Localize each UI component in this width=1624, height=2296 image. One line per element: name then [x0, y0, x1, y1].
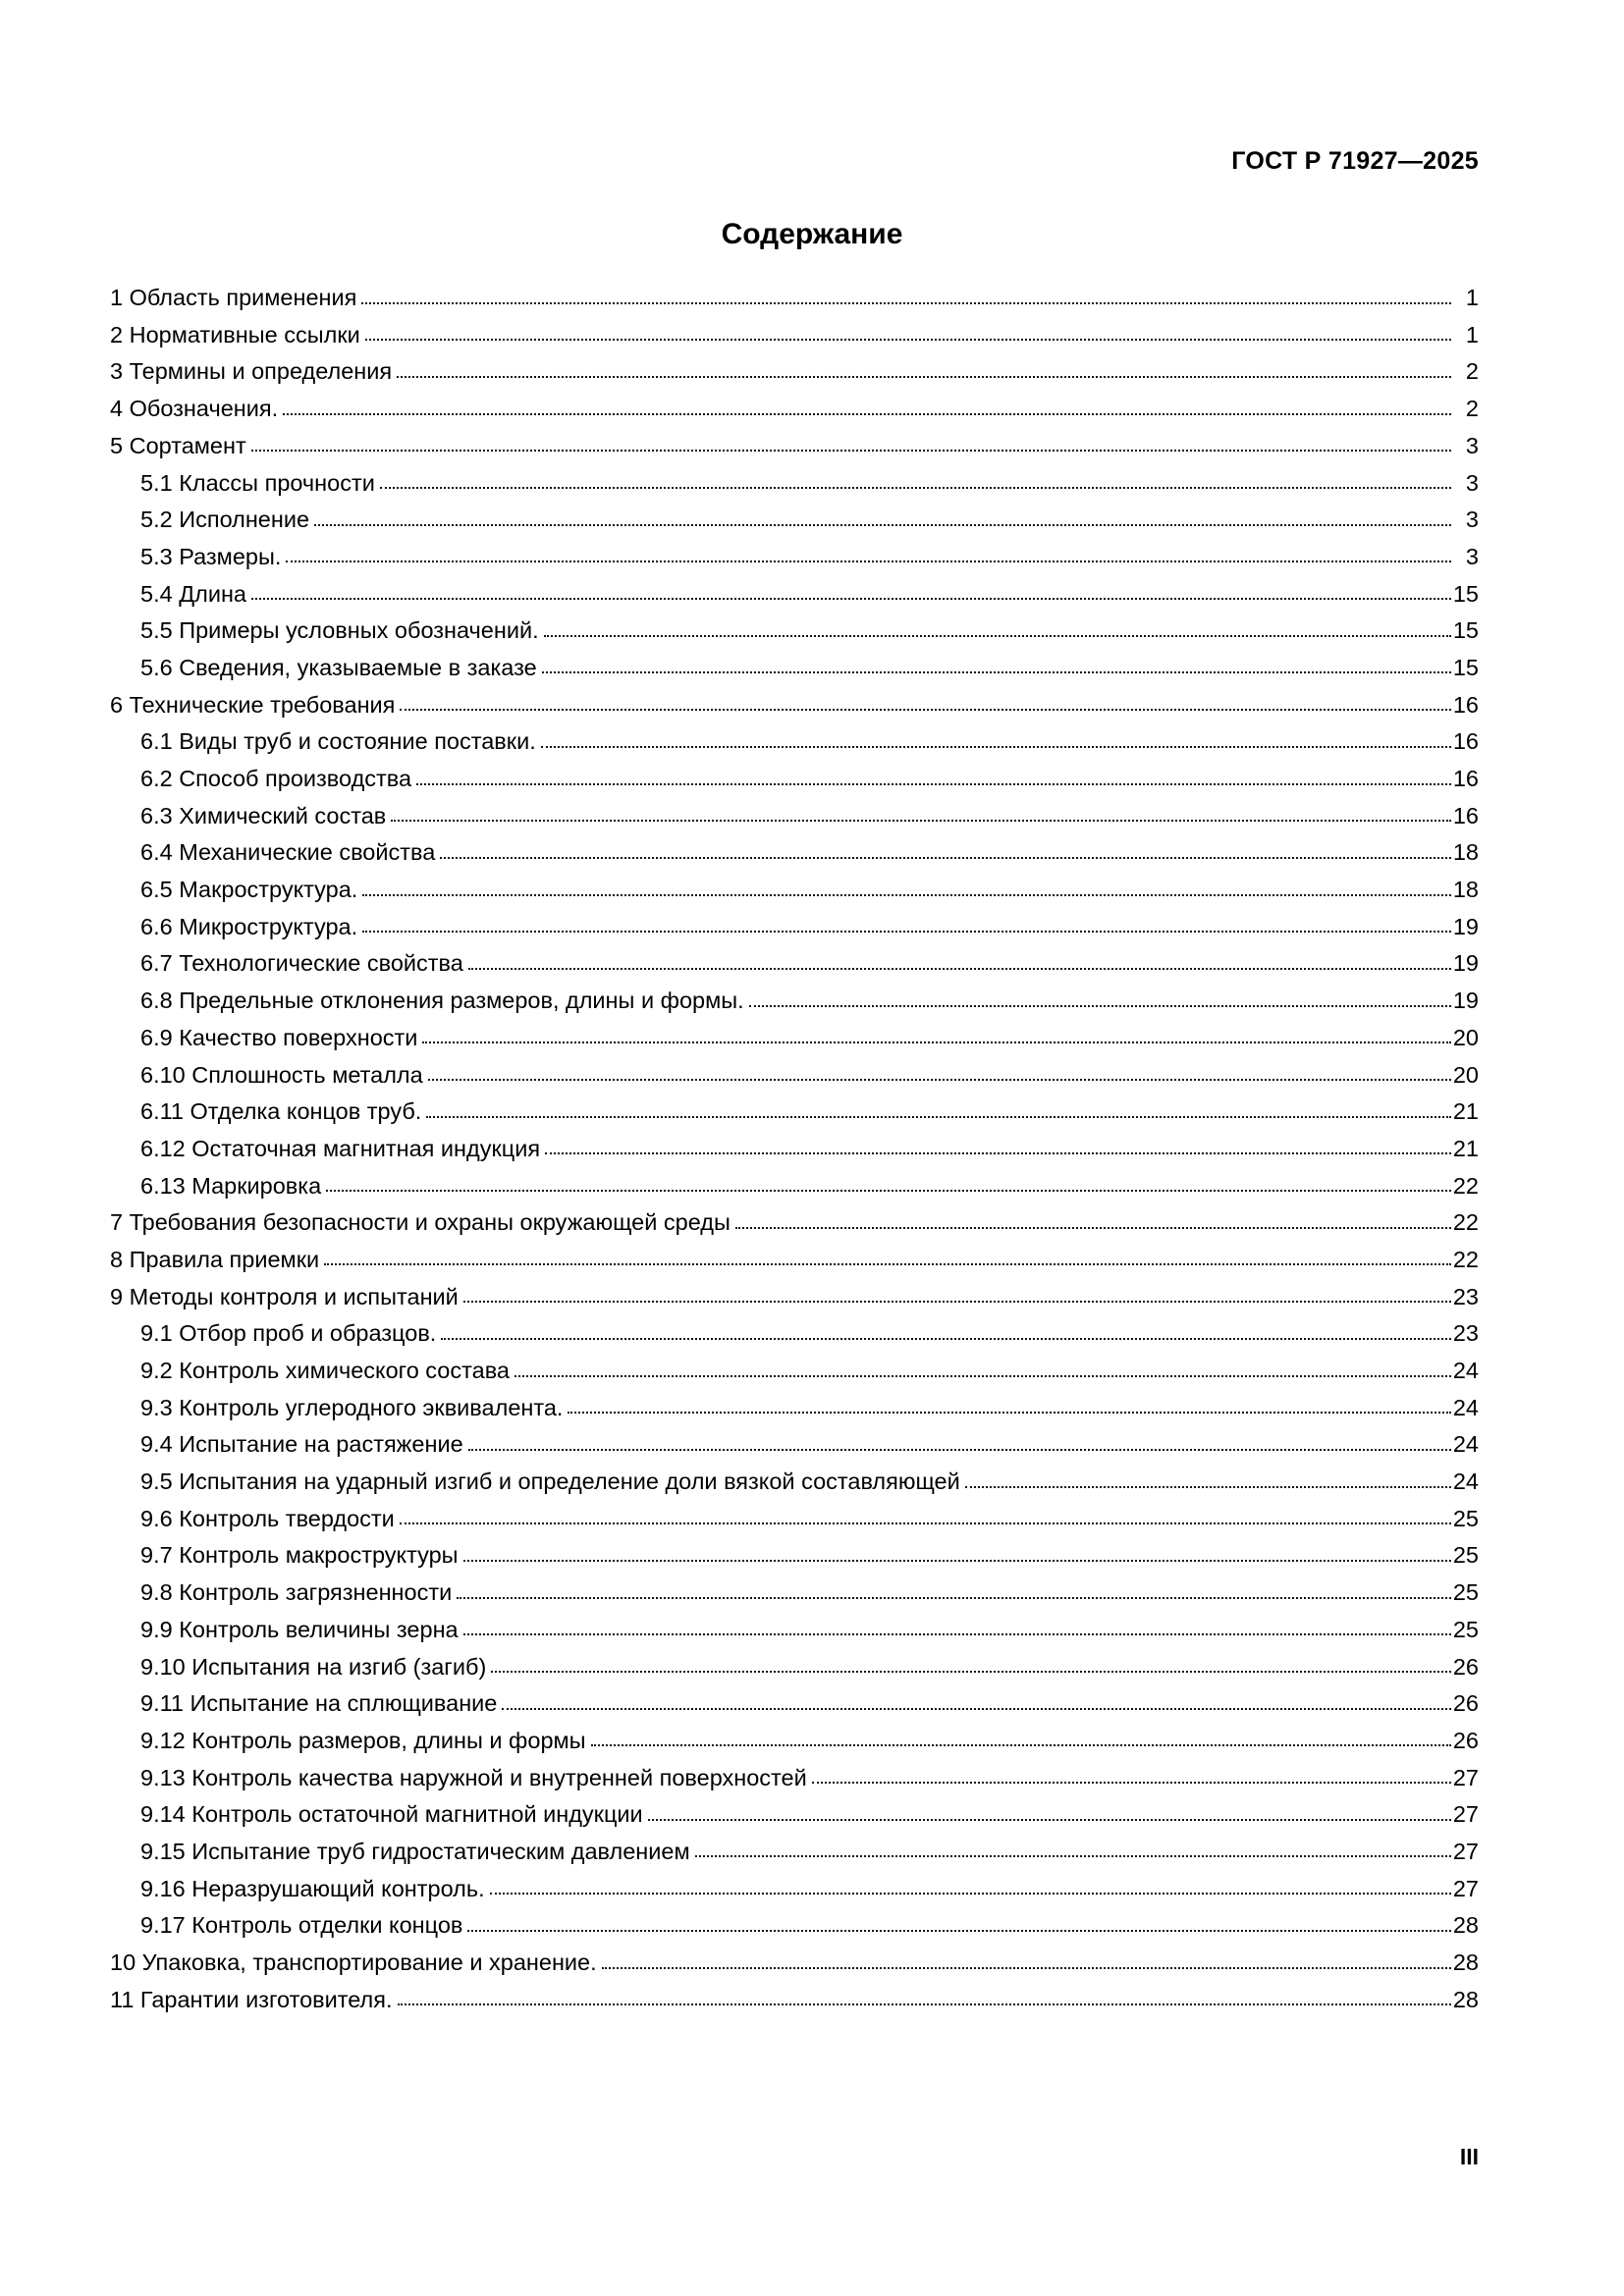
toc-leader-dots — [648, 1818, 1451, 1821]
toc-entry-page-number: 24 — [1452, 1394, 1479, 1420]
toc-leader-dots — [416, 782, 1451, 785]
toc-entry-page-number: 16 — [1452, 766, 1479, 792]
toc-entry-page-number: 22 — [1452, 1246, 1479, 1272]
toc-entry-page-number: 26 — [1452, 1653, 1479, 1680]
toc-entry-label: 9.3 Контроль углеродного эквивалента. — [140, 1394, 564, 1420]
toc-entry-page-number: 28 — [1452, 1912, 1479, 1939]
toc-leader-dots — [463, 1632, 1451, 1635]
toc-entry-label: 9.15 Испытание труб гидростатическим давлением — [140, 1838, 690, 1864]
toc-entry-page-number: 28 — [1452, 1986, 1479, 2012]
toc-entry[interactable] — [110, 353, 1479, 391]
toc-entry[interactable] — [110, 723, 1479, 761]
toc-entry-label: 6.8 Предельные отклонения размеров, длины и формы. — [140, 988, 744, 1014]
page-title: Содержание — [721, 218, 903, 250]
toc-leader-dots — [602, 1966, 1451, 1969]
toc-entry[interactable] — [110, 576, 1479, 614]
toc-entry-page-number: 25 — [1452, 1505, 1479, 1531]
toc-entry-label: 9.1 Отбор проб и образцов. — [140, 1320, 437, 1347]
toc-entry-page-number: 19 — [1452, 988, 1479, 1014]
toc-entry-page-number: 20 — [1452, 1061, 1479, 1088]
toc-entry[interactable] — [110, 945, 1479, 983]
toc-entry[interactable] — [110, 1723, 1479, 1760]
toc-entry-label: 6.13 Маркировка — [140, 1172, 322, 1199]
toc-entry[interactable] — [110, 1612, 1479, 1649]
toc-leader-dots — [467, 1929, 1450, 1932]
toc-leader-dots — [463, 1300, 1451, 1303]
toc-leader-dots — [426, 1115, 1451, 1118]
toc-leader-dots — [695, 1854, 1451, 1857]
toc-leader-dots — [542, 670, 1451, 673]
toc-entry-page-number: 22 — [1452, 1172, 1479, 1199]
toc-entry[interactable] — [110, 872, 1479, 909]
toc-entry[interactable] — [110, 1131, 1479, 1168]
toc-entry-page-number: 20 — [1452, 1024, 1479, 1050]
toc-leader-dots — [362, 930, 1451, 933]
toc-entry-label: 9.13 Контроль качества наружной и внутренней поверхностей — [140, 1764, 807, 1790]
toc-entry-label: 9.7 Контроль макроструктуры — [140, 1542, 459, 1569]
toc-entry[interactable] — [110, 1279, 1479, 1316]
toc-entry-page-number: 19 — [1452, 913, 1479, 939]
toc-entry-label: 6.2 Способ производства — [140, 766, 412, 792]
toc-entry[interactable] — [110, 1094, 1479, 1131]
toc-entry-label: 6.4 Механические свойства — [140, 839, 436, 866]
toc-entry-label: 6.5 Макроструктура. — [140, 877, 358, 903]
toc-entry[interactable] — [110, 1426, 1479, 1464]
toc-entry-page-number: 25 — [1452, 1616, 1479, 1642]
toc-leader-dots — [365, 338, 1451, 341]
toc-entry[interactable] — [110, 1464, 1479, 1501]
toc-entry-page-number: 27 — [1452, 1801, 1479, 1828]
toc-entry[interactable] — [110, 1871, 1479, 1908]
toc-entry-page-number: 26 — [1452, 1690, 1479, 1717]
toc-entry-label: 8 Правила приемки — [110, 1246, 320, 1272]
toc-entry[interactable] — [110, 391, 1479, 428]
toc-entry[interactable] — [110, 1390, 1479, 1427]
toc-leader-dots — [514, 1374, 1451, 1377]
toc-leader-dots — [568, 1411, 1450, 1414]
toc-entry-label: 9.12 Контроль размеров, длины и формы — [140, 1727, 586, 1753]
toc-entry-label: 9.2 Контроль химического состава — [140, 1358, 510, 1384]
toc-leader-dots — [314, 523, 1451, 526]
toc-entry[interactable] — [110, 1648, 1479, 1685]
toc-entry-label: 9 Методы контроля и испытаний — [110, 1283, 459, 1309]
toc-entry-label: 9.16 Неразрушающий контроль. — [140, 1875, 485, 1901]
toc-entry-label: 10 Упаковка, транспортирование и хранение. — [110, 1949, 597, 1976]
toc-entry-label: 4 Обозначения. — [110, 396, 279, 422]
toc-entry-label: 9.6 Контроль твердости — [140, 1505, 395, 1531]
toc-leader-dots — [251, 449, 1451, 452]
toc-entry[interactable] — [110, 1501, 1479, 1538]
toc-leader-dots — [457, 1596, 1451, 1599]
toc-entry-page-number: 3 — [1465, 432, 1479, 458]
toc-entry-page-number: 18 — [1452, 877, 1479, 903]
toc-leader-dots — [422, 1041, 1450, 1043]
toc-leader-dots — [440, 856, 1451, 859]
toc-entry-page-number: 15 — [1452, 580, 1479, 607]
toc-entry[interactable] — [110, 1168, 1479, 1205]
toc-entry-page-number: 2 — [1465, 358, 1479, 385]
toc-entry[interactable] — [110, 1575, 1479, 1612]
toc-entry[interactable] — [110, 1945, 1479, 1982]
toc-entry-page-number: 3 — [1465, 543, 1479, 569]
toc-entry-label: 6 Технические требования — [110, 691, 396, 718]
toc-leader-dots — [965, 1485, 1451, 1488]
toc-entry-label: 9.5 Испытания на ударный изгиб и определение доли вязкой составляющей — [140, 1468, 960, 1495]
page-header-standard-id: ГОСТ Р 71927—2025 — [1231, 147, 1479, 175]
toc-entry-label: 5 Сортамент — [110, 432, 246, 458]
toc-leader-dots — [398, 2002, 1451, 2005]
toc-entry-label: 6.7 Технологические свойства — [140, 950, 463, 977]
toc-leader-dots — [428, 1078, 1451, 1081]
toc-leader-dots — [326, 1189, 1451, 1192]
toc-entry-page-number: 24 — [1452, 1431, 1479, 1458]
toc-entry-page-number: 21 — [1452, 1135, 1479, 1161]
toc-leader-dots — [380, 486, 1451, 489]
toc-leader-dots — [749, 1004, 1451, 1007]
toc-entry-label: 6.11 Отделка концов труб. — [140, 1098, 422, 1125]
toc-entry[interactable] — [110, 761, 1479, 798]
toc-leader-dots — [490, 1892, 1451, 1895]
toc-leader-dots — [468, 1448, 1451, 1451]
toc-leader-dots — [391, 819, 1451, 822]
toc-entry[interactable] — [110, 1982, 1479, 2019]
toc-entry-label: 6.3 Химический состав — [140, 802, 387, 828]
toc-entry-label: 9.14 Контроль остаточной магнитной индукции — [140, 1801, 643, 1828]
toc-leader-dots — [362, 893, 1451, 896]
toc-entry-page-number: 24 — [1452, 1358, 1479, 1384]
toc-entry-page-number: 28 — [1452, 1949, 1479, 1976]
toc-entry-page-number: 1 — [1465, 285, 1479, 311]
toc-entry-page-number: 23 — [1452, 1320, 1479, 1347]
toc-entry[interactable] — [110, 798, 1479, 835]
toc-entry-label: 2 Нормативные ссылки — [110, 321, 360, 347]
toc-entry[interactable] — [110, 1685, 1479, 1723]
toc-leader-dots — [541, 745, 1451, 748]
toc-leader-dots — [397, 375, 1451, 378]
toc-leader-dots — [400, 708, 1450, 711]
toc-entry-label: 3 Термины и определения — [110, 358, 393, 385]
toc-entry-page-number: 19 — [1452, 950, 1479, 977]
toc-entry[interactable] — [110, 983, 1479, 1020]
toc-entry-label: 9.4 Испытание на растяжение — [140, 1431, 463, 1458]
toc-leader-dots — [591, 1743, 1451, 1746]
toc-entry[interactable] — [110, 464, 1479, 502]
toc-entry-label: 6.1 Виды труб и состояние поставки. — [140, 728, 536, 755]
toc-leader-dots — [441, 1337, 1451, 1340]
toc-entry-label: 6.12 Остаточная магнитная индукция — [140, 1135, 541, 1161]
toc-entry-label: 7 Требования безопасности и охраны окружающей среды — [110, 1209, 731, 1236]
toc-leader-dots — [491, 1670, 1451, 1673]
toc-entry[interactable] — [110, 1204, 1479, 1242]
toc-entry[interactable] — [110, 1020, 1479, 1057]
toc-leader-dots — [463, 1559, 1451, 1562]
toc-entry-label: 5.1 Классы прочности — [140, 469, 375, 496]
toc-leader-dots — [361, 301, 1451, 304]
toc-entry[interactable] — [110, 1537, 1479, 1575]
toc-entry[interactable] — [110, 1242, 1479, 1279]
toc-entry[interactable] — [110, 1760, 1479, 1797]
toc-leader-dots — [544, 634, 1451, 637]
toc-entry-label: 6.6 Микроструктура. — [140, 913, 358, 939]
toc-entry-page-number: 15 — [1452, 617, 1479, 644]
toc-leader-dots — [251, 597, 1451, 600]
toc-entry[interactable] — [110, 317, 1479, 354]
toc-entry-page-number: 16 — [1452, 691, 1479, 718]
toc-entry-label: 5.4 Длина — [140, 580, 246, 607]
toc-entry-label: 6.10 Сплошность металла — [140, 1061, 423, 1088]
toc-entry-page-number: 25 — [1452, 1542, 1479, 1569]
toc-entry-page-number: 21 — [1452, 1098, 1479, 1125]
toc-entry-page-number: 2 — [1465, 396, 1479, 422]
toc-entry-page-number: 26 — [1452, 1727, 1479, 1753]
toc-entry[interactable] — [110, 502, 1479, 539]
toc-entry-label: 9.17 Контроль отделки концов — [140, 1912, 463, 1939]
toc-entry-page-number: 27 — [1452, 1838, 1479, 1864]
toc-entry-page-number: 27 — [1452, 1764, 1479, 1790]
toc-entry[interactable] — [110, 613, 1479, 650]
toc-entry[interactable] — [110, 1315, 1479, 1353]
toc-leader-dots — [502, 1707, 1450, 1710]
toc-entry[interactable] — [110, 1834, 1479, 1871]
toc-entry-label: 9.11 Испытание на сплющивание — [140, 1690, 498, 1717]
toc-leader-dots — [286, 560, 1451, 562]
toc-leader-dots — [468, 967, 1451, 970]
toc-entry-label: 9.9 Контроль величины зерна — [140, 1616, 459, 1642]
toc-entry-page-number: 16 — [1452, 728, 1479, 755]
toc-entry[interactable] — [110, 1907, 1479, 1945]
toc-entry-label: 1 Область применения — [110, 285, 357, 311]
toc-entry-label: 9.10 Испытания на изгиб (загиб) — [140, 1653, 487, 1680]
toc-entry-page-number: 1 — [1465, 321, 1479, 347]
toc-entry[interactable] — [110, 909, 1479, 946]
toc-entry-page-number: 24 — [1452, 1468, 1479, 1495]
toc-entry-page-number: 3 — [1465, 507, 1479, 533]
toc-entry-page-number: 23 — [1452, 1283, 1479, 1309]
page-number: III — [1459, 2144, 1479, 2169]
toc-entry-label: 5.5 Примеры условных обозначений. — [140, 617, 539, 644]
toc-leader-dots — [812, 1781, 1451, 1784]
toc-entry[interactable] — [110, 280, 1479, 317]
toc-entry[interactable] — [110, 650, 1479, 687]
toc-entry-label: 6.9 Качество поверхности — [140, 1024, 418, 1050]
toc-leader-dots — [735, 1226, 1451, 1229]
toc-entry-page-number: 16 — [1452, 802, 1479, 828]
toc-leader-dots — [545, 1151, 1451, 1154]
table-of-contents — [110, 280, 1479, 2018]
toc-leader-dots — [400, 1522, 1451, 1524]
toc-entry-label: 9.8 Контроль загрязненности — [140, 1579, 453, 1606]
toc-entry-label: 11 Гарантии изготовителя. — [110, 1986, 393, 2012]
toc-leader-dots — [283, 412, 1451, 415]
toc-entry-page-number: 25 — [1452, 1579, 1479, 1606]
toc-entry[interactable] — [110, 1056, 1479, 1094]
toc-entry-label: 5.2 Исполнение — [140, 507, 310, 533]
toc-leader-dots — [324, 1262, 1451, 1265]
toc-entry[interactable] — [110, 539, 1479, 576]
toc-entry-page-number: 15 — [1452, 654, 1479, 680]
toc-entry-page-number: 18 — [1452, 839, 1479, 866]
toc-entry-page-number: 3 — [1465, 469, 1479, 496]
toc-entry[interactable] — [110, 1353, 1479, 1390]
toc-entry[interactable] — [110, 834, 1479, 872]
toc-entry-label: 5.3 Размеры. — [140, 543, 282, 569]
toc-entry[interactable] — [110, 1796, 1479, 1834]
toc-entry-label: 5.6 Сведения, указываемые в заказе — [140, 654, 537, 680]
toc-entry[interactable] — [110, 428, 1479, 465]
toc-entry-page-number: 27 — [1452, 1875, 1479, 1901]
toc-entry[interactable] — [110, 687, 1479, 724]
toc-entry-page-number: 22 — [1452, 1209, 1479, 1236]
